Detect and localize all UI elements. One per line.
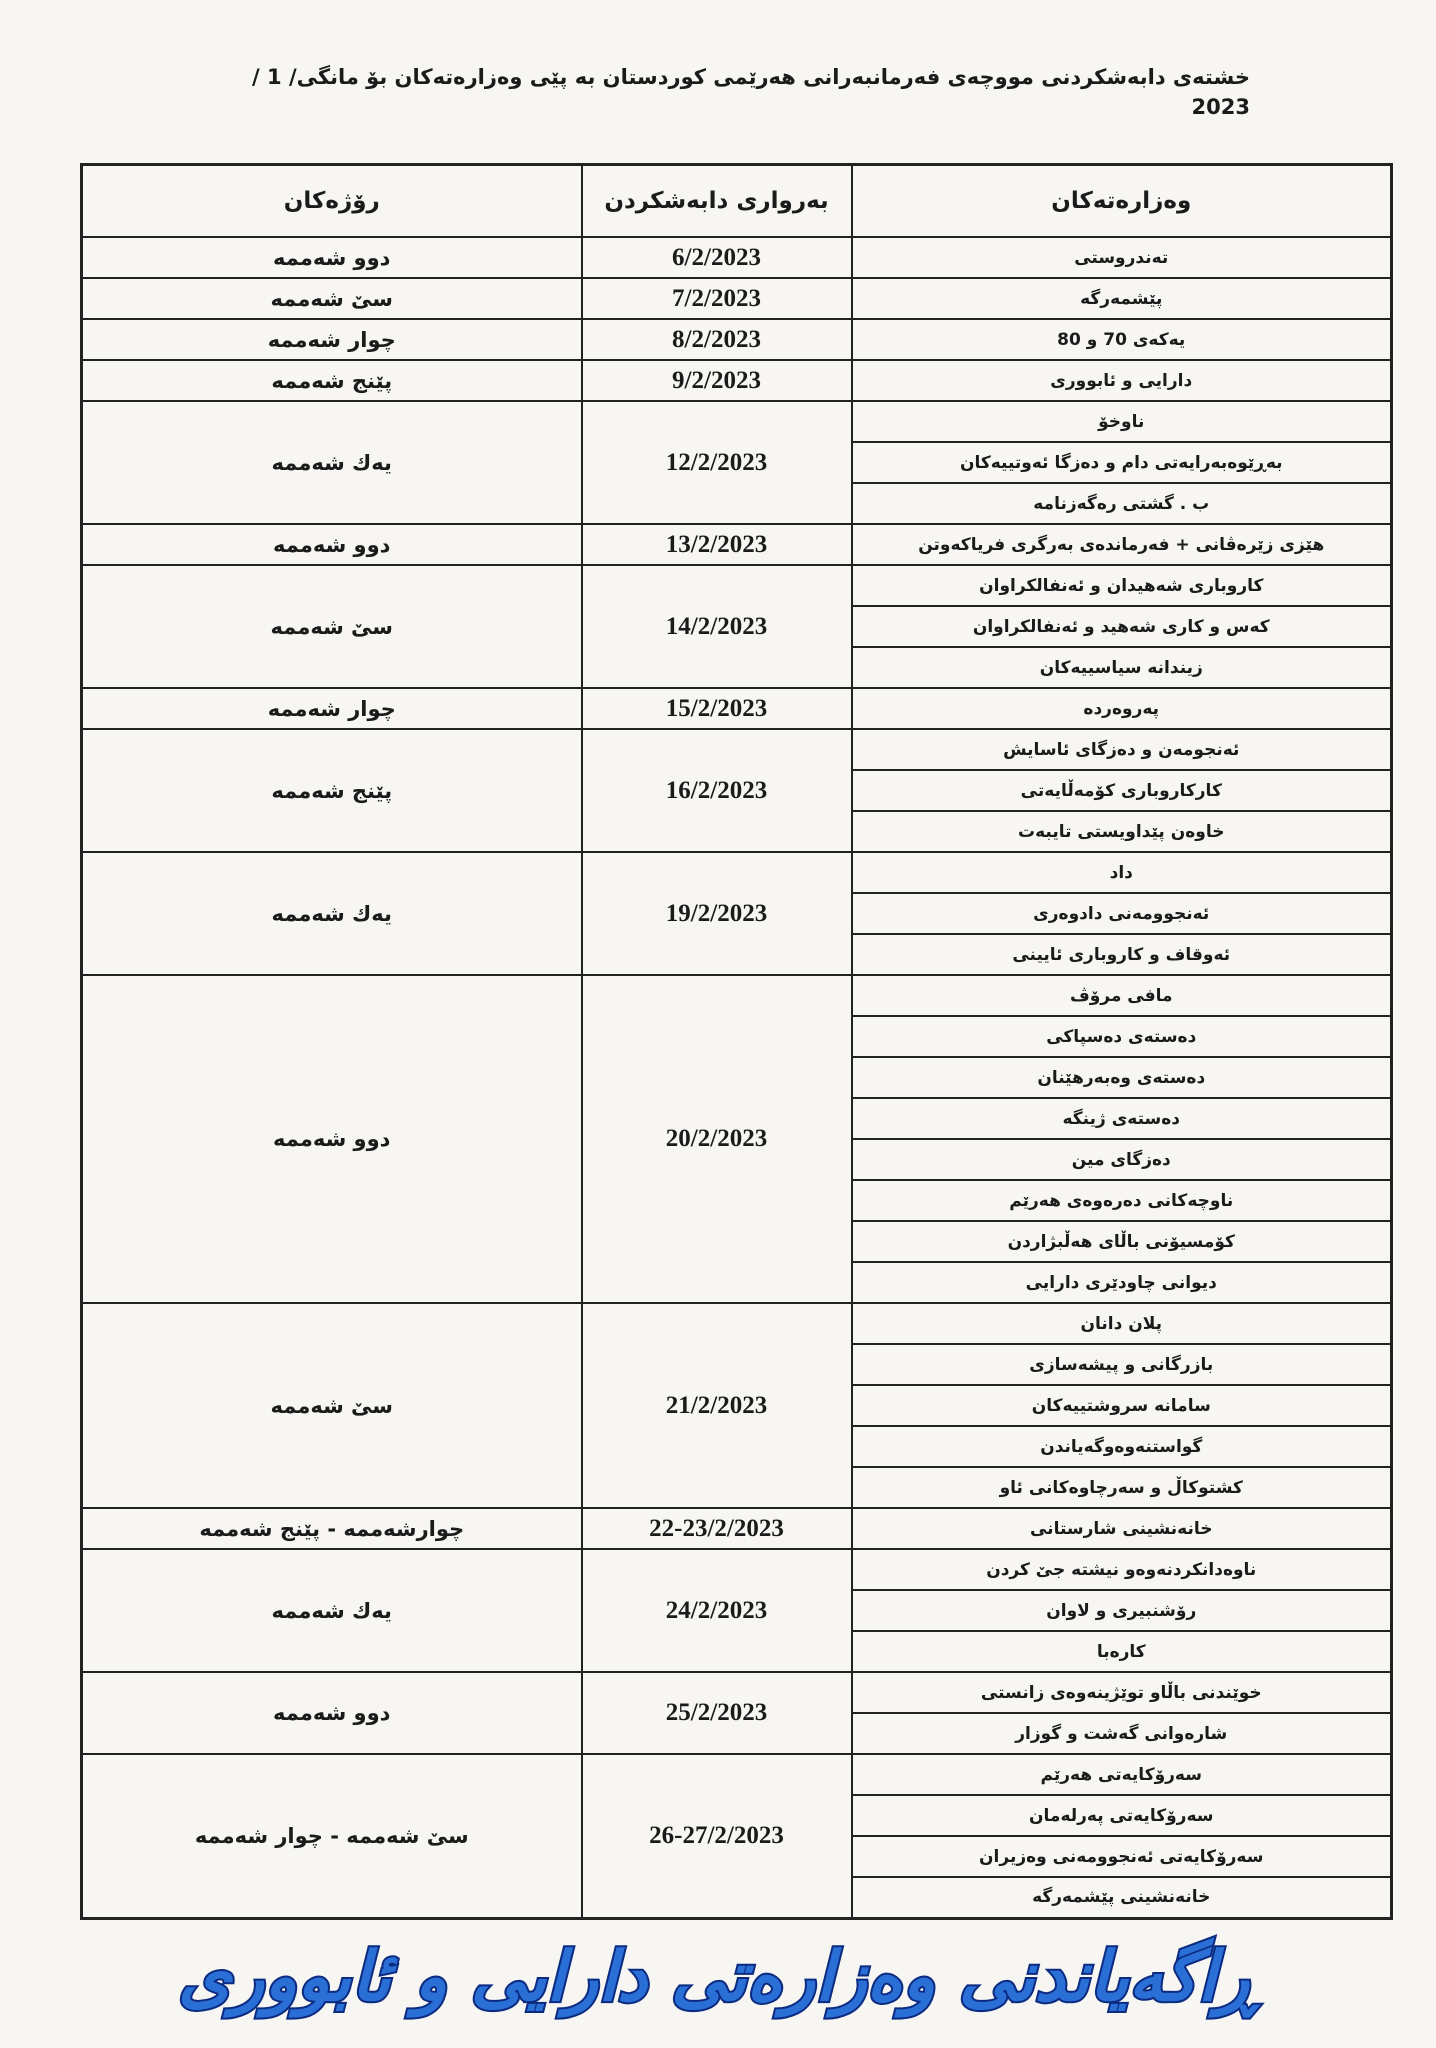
date-cell: 14/2/2023 [582, 565, 852, 688]
table-row [82, 729, 1392, 770]
table-row [82, 278, 1392, 319]
day-cell: دوو شەممە [82, 524, 582, 565]
ministry-cell: دەزگای مین [852, 1139, 1392, 1180]
ministry-cell: دارایی و ئابووری [852, 360, 1392, 401]
ministry-cell: کارەبا [852, 1631, 1392, 1672]
date-cell: 22-23/2/2023 [582, 1508, 852, 1549]
ministry-cell: سەرۆکایەتی پەرلەمان [852, 1795, 1392, 1836]
date-cell: 7/2/2023 [582, 278, 852, 319]
date-cell: 8/2/2023 [582, 319, 852, 360]
day-cell: پێنج شەممە [82, 360, 582, 401]
date-cell: 25/2/2023 [582, 1672, 852, 1754]
day-cell: دوو شەممە [82, 237, 582, 278]
table-body [82, 237, 1392, 1918]
ministry-cell: هێزی زێرەڤانی + فەرماندەی بەرگری فریاکەوتن [852, 524, 1392, 565]
table-row [82, 1754, 1392, 1795]
ministry-cell: خانەنشینی پێشمەرگە [852, 1877, 1392, 1918]
date-cell: 21/2/2023 [582, 1303, 852, 1508]
ministry-cell: خاوەن پێداویستی تایبەت [852, 811, 1392, 852]
table-row [82, 1303, 1392, 1344]
ministry-cell: ب . گشتی رەگەزنامە [852, 483, 1392, 524]
header-days: رۆژەکان [82, 165, 582, 238]
table-row [82, 401, 1392, 442]
date-cell: 9/2/2023 [582, 360, 852, 401]
ministry-cell: شارەوانی گەشت و گوزار [852, 1713, 1392, 1754]
table-row [82, 1672, 1392, 1713]
date-cell: 20/2/2023 [582, 975, 852, 1303]
day-cell: سێ شەممە [82, 1303, 582, 1508]
date-cell: 6/2/2023 [582, 237, 852, 278]
ministry-cell: بەڕێوەبەرایەتی دام و دەزگا ئەوتییەکان [852, 442, 1392, 483]
ministry-cell: تەندروستی [852, 237, 1392, 278]
date-cell: 26-27/2/2023 [582, 1754, 852, 1918]
ministry-cell: ئەنجومەن و دەزگای ئاسایش [852, 729, 1392, 770]
ministry-cell: رۆشنبیری و لاوان [852, 1590, 1392, 1631]
day-cell: سێ شەممە - چوار شەممە [82, 1754, 582, 1918]
ministry-cell: دیوانی چاودێری دارایی [852, 1262, 1392, 1303]
day-cell: چوارشەممە - پێنج شەممە [82, 1508, 582, 1549]
day-cell: یەك شەممە [82, 1549, 582, 1672]
table-row [82, 975, 1392, 1016]
ministry-cell: کشتوکاڵ و سەرچاوەکانی ئاو [852, 1467, 1392, 1508]
ministry-cell: ئەوقاف و کاروباری ئایینی [852, 934, 1392, 975]
ministry-cell: کارکاروباری کۆمەڵایەتی [852, 770, 1392, 811]
date-cell: 24/2/2023 [582, 1549, 852, 1672]
day-cell: دوو شەممە [82, 975, 582, 1303]
day-cell: چوار شەممە [82, 688, 582, 729]
ministry-banner: ڕاگەیاندنی وەزارەتی دارایی و ئابووری [178, 1938, 1258, 2017]
day-cell: یەك شەممە [82, 401, 582, 524]
ministry-cell: دەستەی دەسپاکی [852, 1016, 1392, 1057]
ministry-cell: دەستەی ژینگە [852, 1098, 1392, 1139]
ministry-cell: گواستنەوەوگەیاندن [852, 1426, 1392, 1467]
table-row [82, 852, 1392, 893]
ministry-cell: ناوخۆ [852, 401, 1392, 442]
date-cell: 12/2/2023 [582, 401, 852, 524]
day-cell: سێ شەممە [82, 278, 582, 319]
ministry-cell: ئەنجوومەنی دادوەری [852, 893, 1392, 934]
header-date: بەرواری دابەشکردن [582, 165, 852, 238]
ministry-cell: پەروەردە [852, 688, 1392, 729]
ministry-cell: ناوچەکانی دەرەوەی هەرێم [852, 1180, 1392, 1221]
ministry-cell: زیندانە سیاسییەکان [852, 647, 1392, 688]
header-ministries: وەزارەتەکان [852, 165, 1392, 238]
ministry-cell: ناوەدانکردنەوەو نیشتە جێ کردن [852, 1549, 1392, 1590]
day-cell: دوو شەممە [82, 1672, 582, 1754]
day-cell: چوار شەممە [82, 319, 582, 360]
ministry-cell: کۆمسیۆنی باڵای هەڵبژاردن [852, 1221, 1392, 1262]
date-cell: 15/2/2023 [582, 688, 852, 729]
table-row [82, 524, 1392, 565]
ministry-cell: کەس و کاری شەهید و ئەنفالکراوان [852, 606, 1392, 647]
ministry-cell: کاروباری شەهیدان و ئەنفالکراوان [852, 565, 1392, 606]
day-cell: سێ شەممە [82, 565, 582, 688]
salary-schedule-table [80, 163, 1393, 1920]
ministry-cell: خانەنشینی شارستانی [852, 1508, 1392, 1549]
ministry-cell: دەستەی وەبەرهێنان [852, 1057, 1392, 1098]
day-cell: یەك شەممە [82, 852, 582, 975]
ministry-cell: خوێندنی باڵاو توێژینەوەی زانستی [852, 1672, 1392, 1713]
ministry-cell: مافی مرۆڤ [852, 975, 1392, 1016]
ministry-cell: داد [852, 852, 1392, 893]
table-row [82, 319, 1392, 360]
table-row [82, 360, 1392, 401]
date-cell: 16/2/2023 [582, 729, 852, 852]
table-row [82, 565, 1392, 606]
table-row [82, 1549, 1392, 1590]
ministry-cell: پێشمەرگە [852, 278, 1392, 319]
ministry-cell: بازرگانی و پیشەسازی [852, 1344, 1392, 1385]
table-row [82, 237, 1392, 278]
table-row [82, 688, 1392, 729]
table-header-row [82, 165, 1392, 238]
ministry-cell: سەرۆکایەتی ئەنجوومەنی وەزیران [852, 1836, 1392, 1877]
ministry-cell: سامانە سروشتییەکان [852, 1385, 1392, 1426]
day-cell: پێنج شەممە [82, 729, 582, 852]
ministry-cell: یەکەی 70 و 80 [852, 319, 1392, 360]
table-row [82, 1508, 1392, 1549]
date-cell: 19/2/2023 [582, 852, 852, 975]
ministry-cell: سەرۆکایەتی هەرێم [852, 1754, 1392, 1795]
ministry-cell: پلان دانان [852, 1303, 1392, 1344]
date-cell: 13/2/2023 [582, 524, 852, 565]
page-title: خشتەی دابەشکردنی مووچەی فەرمانبەرانی هەرێمی کوردستان بە پێی وەزارەتەکان بۆ مانگی/ 1 / 2023 [252, 65, 1250, 119]
